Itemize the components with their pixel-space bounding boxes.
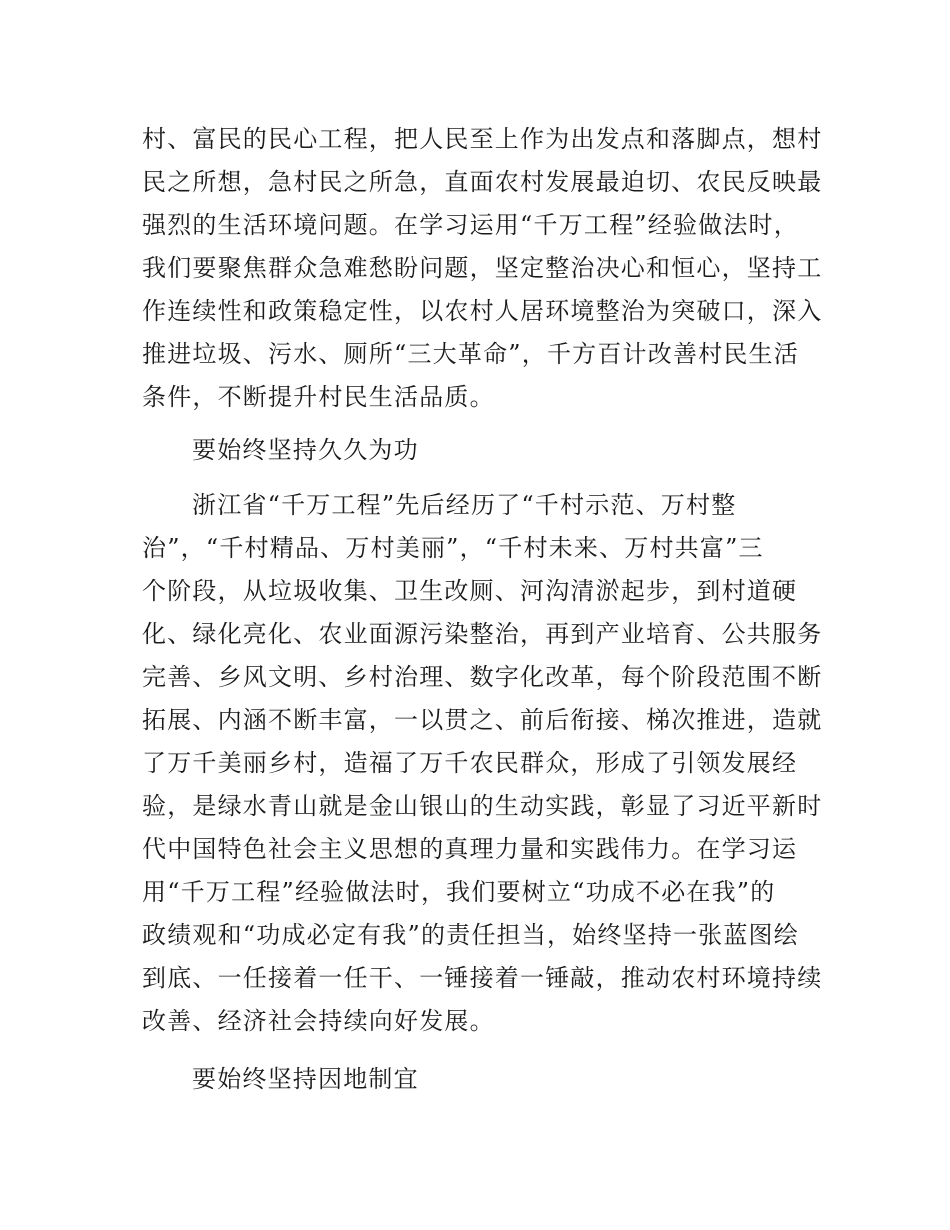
paragraph-2-line: 代中国特色社会主义思想的真理力量和实践伟力。在学习运 [142, 835, 798, 863]
paragraph-2-line: 改善、经济社会持续向好发展。 [142, 1007, 495, 1035]
paragraph-1 [142, 118, 822, 419]
paragraph-1-line: 强烈的生活环境问题。在学习运用“千万工程”经验做法时， [142, 211, 799, 239]
paragraph-2-line: 验，是绿水青山就是金山银山的生动实践，彰显了习近平新时 [142, 792, 823, 820]
paragraph-2-line: 了万千美丽乡村，造福了万千农民群众，形成了引领发展经 [142, 749, 798, 777]
paragraph-1-line: 我们要聚焦群众急难愁盼问题，坚定整治决心和恒心，坚持工 [142, 254, 823, 282]
paragraph-2-line: 浙江省“千万工程”先后经历了“千村示范、万村整 [192, 491, 737, 519]
paragraph-2-line: 政绩观和“功成必定有我”的责任担当，始终坚持一张蓝图绘 [142, 921, 799, 949]
paragraph-2-line: 到底、一任接着一任干、一锤接着一锤敲，推动农村环境持续 [142, 964, 823, 992]
paragraph-1-line: 村、富民的民心工程，把人民至上作为出发点和落脚点，想村 [142, 125, 823, 153]
section-heading-2: 要始终坚持因地制宜 [192, 1065, 419, 1093]
paragraph-2-line: 化、绿化亮化、农业面源污染整治，再到产业培育、公共服务 [142, 620, 823, 648]
paragraph-1-line: 推进垃圾、污水、厕所“三大革命”，千方百计改善村民生活 [142, 340, 799, 368]
paragraph-1-line: 民之所想，急村民之所急，直面农村发展最迫切、农民反映最 [142, 168, 823, 196]
section-heading-1: 要始终坚持久久为功 [192, 436, 419, 464]
paragraph-2-line: 拓展、内涵不断丰富，一以贯之、前后衔接、梯次推进，造就 [142, 706, 823, 734]
paragraph-2-line: 用“千万工程”经验做法时，我们要树立“功成不必在我”的 [142, 878, 776, 906]
paragraph-2 [142, 484, 822, 1043]
paragraph-1-line: 作连续性和政策稳定性，以农村人居环境整治为突破口，深入 [142, 297, 823, 325]
paragraph-2-line: 完善、乡风文明、乡村治理、数字化改革，每个阶段范围不断 [142, 663, 823, 691]
paragraph-2-line: 个阶段，从垃圾收集、卫生改厕、河沟清淤起步，到村道硬 [142, 577, 798, 605]
paragraph-2-line: 治”，“千村精品、万村美丽”，“千村未来、万村共富”三 [142, 534, 764, 562]
paragraph-1-line: 条件，不断提升村民生活品质。 [142, 383, 495, 411]
